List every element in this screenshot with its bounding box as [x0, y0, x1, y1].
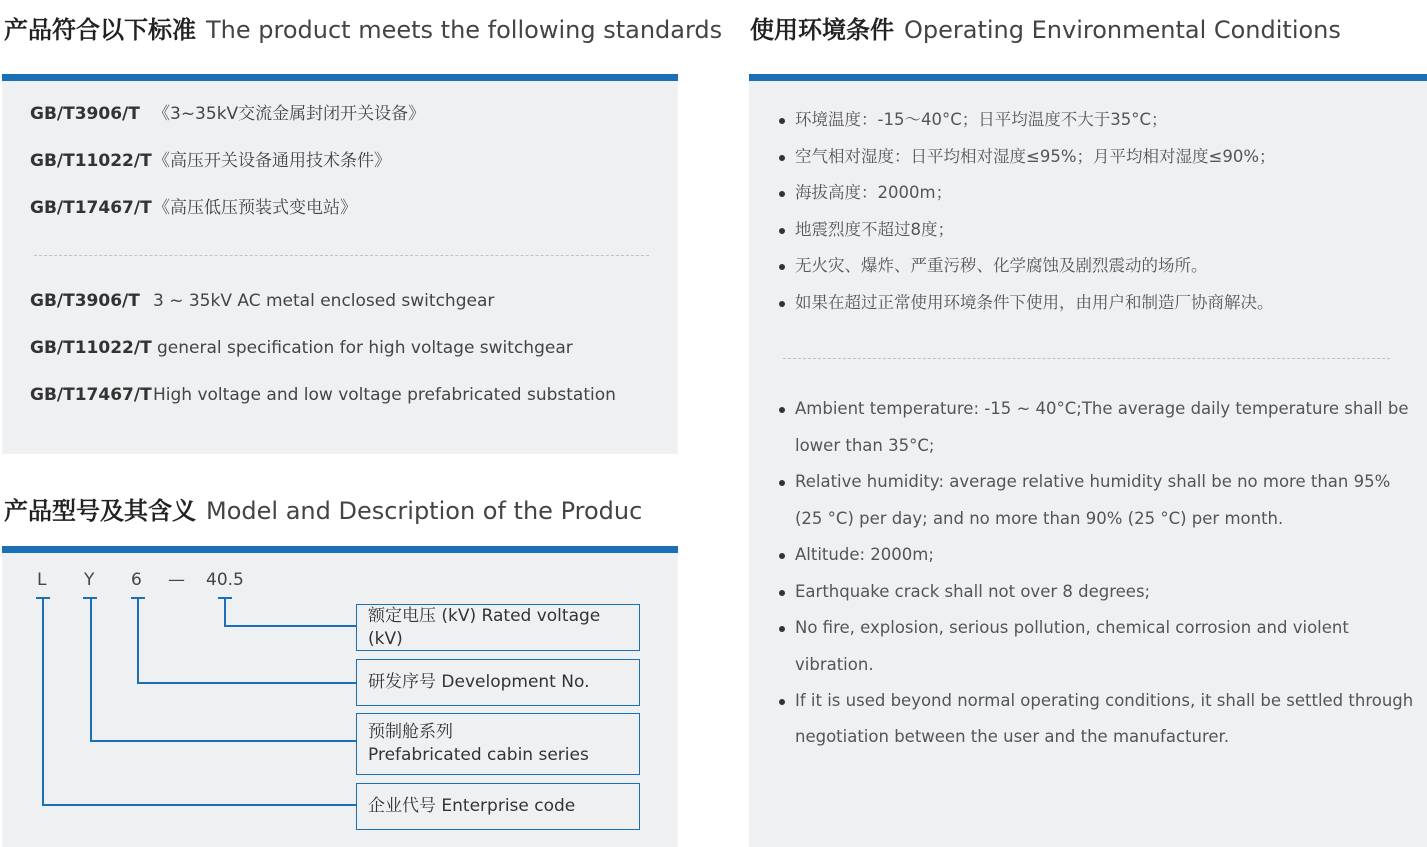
standards-accent-bar	[2, 74, 678, 81]
condition-zh-item: 海拔高度：2000m；	[795, 183, 953, 202]
standard-code: GB/T3906/T	[30, 291, 140, 311]
connector-y-v	[90, 597, 92, 742]
standard-row-en-3	[30, 387, 616, 404]
model-letter-l: L	[37, 570, 47, 590]
model-heading	[4, 499, 642, 523]
development-no-box	[356, 659, 640, 706]
condition-zh-item: 如果在超过正常使用环境条件下使用，由用户和制造厂协商解决。	[795, 293, 1274, 312]
standard-name: 3 ~ 35kV AC metal enclosed switchgear	[153, 291, 495, 311]
standard-code: GB/T11022/T	[30, 151, 152, 171]
development-no-label: 研发序号 Development No.	[368, 672, 590, 692]
conditions-divider	[783, 358, 1390, 359]
enterprise-code-box	[356, 783, 640, 830]
standard-code: GB/T3906/T	[30, 104, 140, 124]
condition-zh-item: 无火灾、爆炸、严重污秽、化学腐蚀及剧烈震动的场所。	[795, 256, 1208, 275]
standard-row-en-1	[30, 293, 494, 310]
connector-6-v	[137, 597, 139, 684]
standard-name: 《高压开关设备通用技术条件》	[153, 151, 391, 171]
condition-en-item-cont: lower than 35°C;	[795, 436, 935, 455]
standards-divider	[34, 255, 649, 256]
standard-row-zh-2	[30, 153, 391, 170]
conditions-title-en: Operating Environmental Conditions	[904, 16, 1341, 44]
connector-l-h	[42, 804, 357, 806]
connector-40-5-v	[224, 597, 226, 627]
condition-en-item: Altitude: 2000m;	[795, 545, 934, 564]
standard-name: general specification for high voltage switchgear	[157, 338, 573, 358]
model-letter-dash: —	[168, 570, 185, 590]
standard-code: GB/T17467/T	[30, 385, 152, 405]
standard-row-zh-1	[30, 106, 425, 123]
connector-l-v	[42, 597, 44, 806]
standard-code: GB/T17467/T	[30, 198, 152, 218]
condition-en-item-cont: negotiation between the user and the manufacturer.	[795, 727, 1230, 746]
condition-zh-item: 地震烈度不超过8度；	[795, 220, 954, 239]
cabin-series-box	[356, 713, 640, 775]
condition-en-item-cont: (25 °C) per day; and no more than 90% (25 °C) per month.	[795, 509, 1284, 528]
condition-en-item-cont: vibration.	[795, 655, 874, 674]
condition-en-item: If it is used beyond normal operating conditions, it shall be settled through	[795, 691, 1414, 710]
condition-zh-item: 空气相对湿度：日平均相对湿度≤95%；月平均相对湿度≤90%；	[795, 147, 1276, 166]
standards-title-zh: 产品符合以下标准	[4, 16, 196, 44]
condition-en-item: Relative humidity: average relative humidity shall be no more than 95%	[795, 472, 1391, 491]
model-title-zh: 产品型号及其含义	[4, 497, 196, 525]
condition-en-item: No fire, explosion, serious pollution, chemical corrosion and violent	[795, 618, 1349, 637]
conditions-heading	[750, 18, 1341, 42]
condition-en-item: Earthquake crack shall not over 8 degrees;	[795, 582, 1151, 601]
connector-6-h	[137, 682, 357, 684]
condition-en-item: Ambient temperature: -15 ~ 40°C;The average daily temperature shall be	[795, 399, 1409, 418]
cabin-series-label-zh: 预制舱系列	[368, 722, 453, 742]
standard-row-zh-3	[30, 200, 357, 217]
conditions-accent-bar	[749, 74, 1427, 81]
rated-voltage-label: 额定电压 (kV) Rated voltage (kV)	[368, 605, 601, 649]
connector-40-5-h	[224, 625, 357, 627]
model-title-en: Model and Description of the Produc	[206, 497, 643, 525]
condition-zh-item: 环境温度：-15～40°C；日平均温度不大于35°C；	[795, 110, 1168, 129]
standard-name: 《3~35kV交流金属封闭开关设备》	[153, 104, 426, 124]
standard-row-en-2	[30, 340, 573, 357]
connector-y-h	[90, 740, 357, 742]
standards-heading	[4, 18, 722, 42]
standards-panel	[2, 81, 678, 454]
conditions-title-zh: 使用环境条件	[750, 16, 894, 44]
model-accent-bar	[2, 546, 678, 553]
rated-voltage-box	[356, 604, 640, 651]
model-letter-6: 6	[131, 570, 142, 590]
model-letter-y: Y	[84, 570, 95, 590]
standard-name: 《高压低压预装式变电站》	[153, 198, 357, 218]
standards-title-en: The product meets the following standards	[206, 16, 723, 44]
standard-name: High voltage and low voltage prefabricated substation	[153, 385, 616, 405]
model-letter-40-5: 40.5	[206, 570, 244, 590]
standard-code: GB/T11022/T	[30, 338, 152, 358]
cabin-series-label-en: Prefabricated cabin series	[368, 745, 589, 765]
enterprise-code-label: 企业代号 Enterprise code	[368, 796, 576, 816]
